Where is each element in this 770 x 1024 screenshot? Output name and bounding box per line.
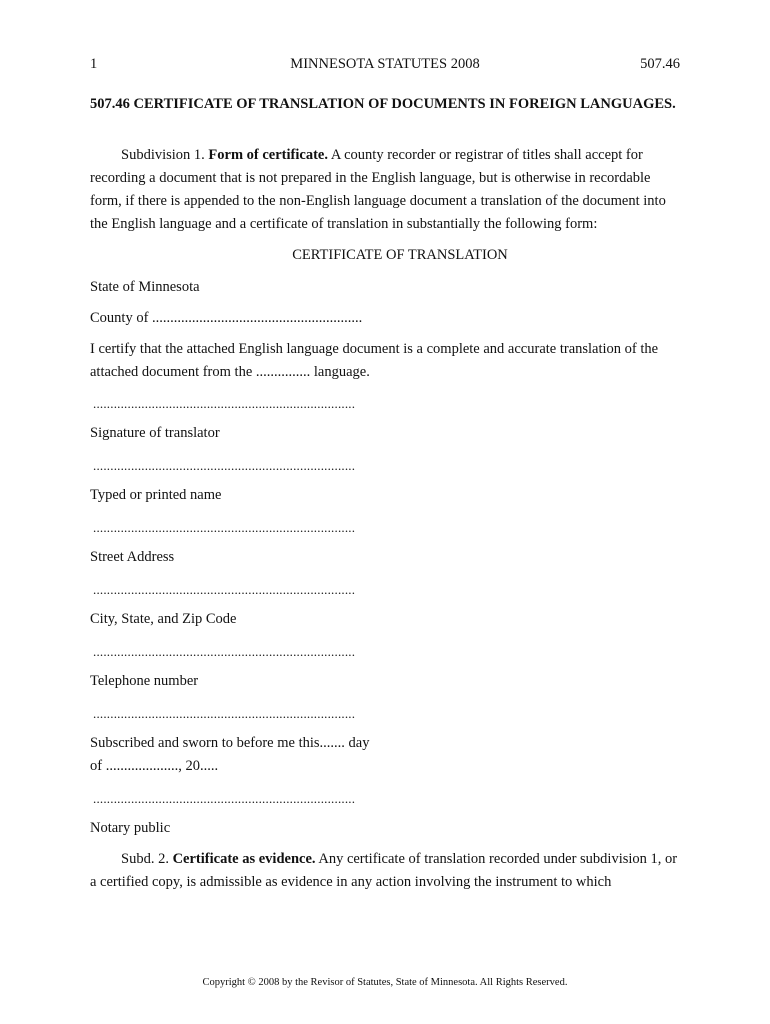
signature-label: Signature of translator	[90, 425, 220, 441]
section-title: 507.46 CERTIFICATE OF TRANSLATION OF DOCUMENTS IN FOREIGN LANGUAGES.	[90, 96, 676, 112]
page-number: 1	[90, 56, 98, 72]
subdivision-2-paragraph	[90, 848, 680, 894]
telephone-label: Telephone number	[90, 673, 199, 689]
subdivision-2-heading: Certificate as evidence.	[172, 851, 316, 867]
date-blank: ............................................................................	[93, 706, 356, 721]
notary-signature-blank: ............................................................................	[93, 791, 356, 806]
city-state-zip-label: City, State, and Zip Code	[90, 611, 237, 627]
subdivision-1-label: Subdivision 1.	[121, 147, 205, 163]
subdivision-1-heading: Form of certificate.	[208, 147, 328, 163]
telephone-blank: ............................................................................	[93, 644, 356, 659]
certificate-heading: CERTIFICATE OF TRANSLATION	[292, 247, 508, 263]
sworn-line-1: Subscribed and sworn to before me this....... day	[90, 735, 370, 751]
sworn-line-2: of ...................., 20.....	[90, 758, 219, 774]
subdivision-1-text: A county recorder or registrar of titles shall accept for recording a document that is not prepared in the English language, but is otherwise in recordable form, if there is appended to the non-English language document a translation of the document into the English language and a certificate of translation in substantially the following form:	[90, 147, 666, 232]
copyright-footer: Copyright © 2008 by the Revisor of Statutes, State of Minnesota. All Rights Reserved.	[202, 977, 568, 988]
translator-signature-blank: ............................................................................	[93, 396, 356, 411]
street-address-label: Street Address	[90, 549, 175, 565]
subdivision-1-paragraph	[90, 144, 680, 236]
printed-name-blank: ............................................................................	[93, 458, 356, 473]
state-line: State of Minnesota	[90, 279, 200, 295]
subdivision-2-text: Any certificate of translation recorded under subdivision 1, or a certified copy, is admissible as evidence in any action involving the instrument to which	[90, 851, 678, 890]
certify-statement: I certify that the attached English language document is a complete and accurate translation of the attached document from the ............... language.	[90, 341, 659, 380]
header-section-number: 507.46	[640, 56, 680, 72]
printed-name-label: Typed or printed name	[90, 487, 222, 503]
street-address-blank: ............................................................................	[93, 520, 356, 535]
notary-label: Notary public	[90, 820, 171, 836]
subdivision-2-label: Subd. 2.	[121, 851, 169, 867]
city-state-zip-blank: ............................................................................	[93, 582, 356, 597]
county-line: County of ..........................................................	[90, 310, 363, 326]
running-title: MINNESOTA STATUTES 2008	[290, 56, 480, 72]
page-header	[90, 56, 680, 76]
